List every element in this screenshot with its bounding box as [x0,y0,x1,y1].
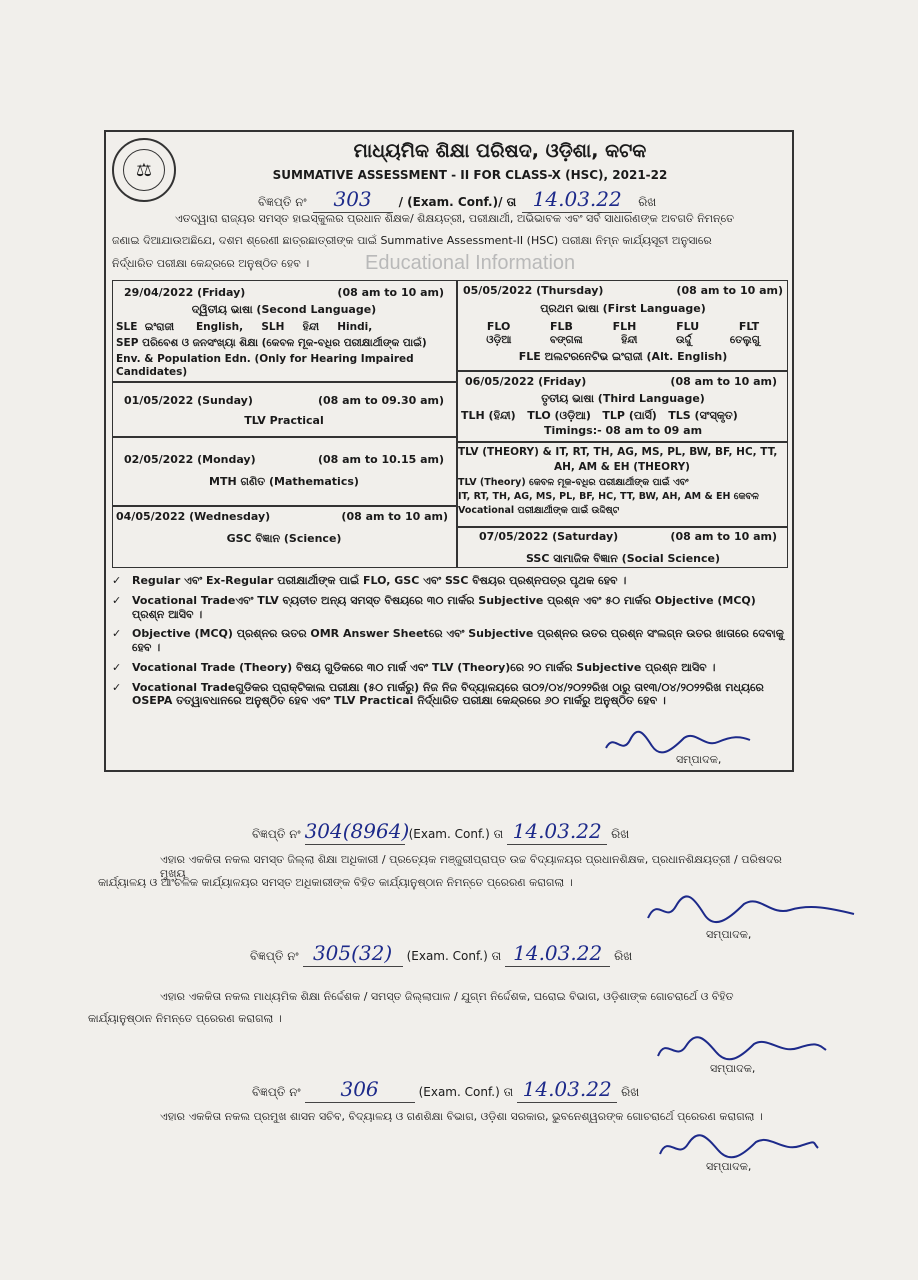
exam-time: (08 am to 10 am) [341,510,448,523]
exam-time: (08 am to 10 am) [670,530,777,543]
copy-2-text-1: ଏହାର ଏକକିତା ନକଲ ମାଧ୍ୟମିକ ଶିକ୍ଷା ନିର୍ଦ୍ଦେଶକ / ସମସ୍ତ ଜିଲ୍ଲାପାଳ / ଯୁଗ୍ମ ନିର୍ଦ୍ଦେଶକ, ଘରୋଇ ବିଭାଗ, ଓଡ଼ିଶାଙ୍କ ଗୋଚରାର୍ଥେ ଓ ବିହିତ [160,990,734,1003]
code-flu: FLU [676,319,700,333]
code-flh: FLH [612,319,637,333]
exam-date: 06/05/2022 (Friday) [465,375,587,388]
lang-hindi: ହିନ୍ଦୀ [621,334,638,347]
notice-date: 14.03.22 [522,186,632,213]
cell-01-05 [116,394,452,428]
org-title: ମାଧ୍ୟମିକ ଶିକ୍ଷା ପରିଷଦ, ଓଡ଼ିଶା, କଟକ [353,140,647,162]
notes-list [112,574,788,714]
exam-subject: ତୃତୀୟ ଭାଷା (Third Language) [541,391,705,405]
checkmark-icon: ✓ [112,574,122,587]
column-divider [456,280,458,568]
exam-subject: SSC ସାମାଜିକ ବିଜ୍ଞାନ (Social Science) [525,551,721,565]
copy-conf: (Exam. Conf.) ତା [408,827,504,841]
row-divider [456,526,788,528]
copy-conf: (Exam. Conf.) ତା [418,1085,514,1099]
row-divider [112,505,456,507]
copy-2-line [250,940,632,967]
lang-odia: ଓଡ଼ିଆ [486,334,512,347]
board-seal [112,138,176,202]
subtitle: SUMMATIVE ASSESSMENT - II FOR CLASS-X (HSC), 2021-22 [272,168,668,182]
exam-date: 05/05/2022 (Thursday) [463,284,604,297]
copy-number: 306 [305,1076,415,1103]
tlv-line-1: TLV (THEORY) & IT, RT, TH, AG, MS, PL, BW, BF, HC, TT, [458,446,778,458]
note-item [112,627,788,655]
exam-date: 07/05/2022 (Saturday) [479,530,619,543]
first-language-names [461,334,785,347]
copy-number: 304(8964) [304,819,410,843]
note-text: Vocational Tradeଏବଂ TLV ବ୍ୟତୀତ ଅନ୍ୟ ସମସ୍ତ ବିଷୟରେ ୩୦ ମାର୍କର Subjective ପ୍ରଶ୍ନ ଏବଂ ୫୦ ମାର୍କର Objective (MCQ) ପ୍ରଶ୍ନ ଆସିବ । [132,593,756,621]
tlv-line-3: TLV (Theory) କେବଳ ମୂକ-ବଧିର ପରୀକ୍ଷାର୍ଥୀଙ୍କ ପାଇଁ ଏବଂ [458,477,689,489]
copy-suffix: ରିଖ [621,1085,640,1099]
notice-number: 303 [313,186,393,213]
exam-conf-label: / (Exam. Conf.)/ ତା [398,195,517,209]
subject-codes: SLE ଇଂରାଜୀ English, SLH ହିନ୍ଦୀ Hindi, [116,320,373,333]
cell-05-05 [461,284,785,364]
copy-1-line [252,818,629,845]
notice-prefix: ବିଜ୍ଞପ୍ତି ନଂ [258,195,307,209]
copy-conf: (Exam. Conf.) ତା [406,949,502,963]
exam-time: (08 am to 10 am) [337,286,444,299]
exam-subject: TLV Practical [244,413,324,427]
code-flo: FLO [486,319,511,333]
third-language-codes: TLH (ହିନ୍ଦୀ) TLO (ଓଡ଼ିଆ) TLP (ପାର୍ସି) TLS (ସଂସ୍କୃତ) [461,408,738,422]
cell-tlv [458,446,786,517]
copy-2-text-2: କାର୍ଯ୍ୟାନୁଷ୍ଠାନ ନିମନ୍ତେ ପ୍ରେରଣ କରାଗଲା । [88,1012,282,1025]
sep-english-line: Env. & Population Edn. (Only for Hearing Impaired Candidates) [116,352,414,378]
sep-line: SEP ପରିବେଶ ଓ ଜନସଂଖ୍ୟା ଶିକ୍ଷା (କେବଳ ମୂକ-ବଧିର ପରୀକ୍ଷାର୍ଥୀଙ୍କ ପାଇଁ) [116,336,427,349]
tlv-line-2: AH, AM & EH (THEORY) [554,461,690,474]
checkmark-icon: ✓ [112,627,122,641]
row-divider [456,370,788,372]
copy-prefix: ବିଜ୍ଞପ୍ତି ନଂ [252,827,301,841]
exam-date: 02/05/2022 (Monday) [124,453,256,466]
checkmark-icon: ✓ [112,660,122,674]
exam-subject: GSC ବିଜ୍ଞାନ (Science) [226,531,342,545]
row-divider [112,381,456,383]
signatory-3: ସମ୍ପାଦକ, [710,1062,756,1075]
intro-line-1: ଏତଦ୍ୱାରା ରାଜ୍ୟର ସମସ୍ତ ହାଇସ୍କୁଲର ପ୍ରଧାନ ଶିକ୍ଷକ/ ଶିକ୍ଷୟତ୍ରୀ, ପରୀକ୍ଷାର୍ଥୀ, ଅଭିଭାବକ ଏବଂ ସର୍ବ ସାଧାରଣଙ୍କ ଅବଗତି ନିମନ୍ତେ [175,212,734,225]
lamp-icon: ⚖ [123,149,165,191]
note-text: Regular ଏବଂ Ex-Regular ପରୀକ୍ଷାର୍ଥୀଙ୍କ ପାଇଁ FLO, GSC ଏବଂ SSC ବିଷୟର ପ୍ରଶ୍ନପତ୍ର ପୃଥକ ହେବ । [132,574,627,587]
checkmark-icon: ✓ [112,680,122,694]
copy-prefix: ବିଜ୍ଞପ୍ତି ନଂ [252,1085,301,1099]
lang-bengali: ବଙ୍ଗଳା [549,334,583,347]
row-divider [456,441,788,443]
exam-time: (08 am to 10.15 am) [317,453,444,466]
code-flt: FLT [738,319,760,333]
exam-time: (08 am to 09.30 am) [317,394,444,407]
copy-date: 14.03.22 [507,818,607,845]
copy-date: 14.03.22 [517,1076,617,1103]
first-language-codes [461,320,785,334]
watermark: Educational Information [365,252,576,274]
note-text: Objective (MCQ) ପ୍ରଶ୍ନର ଉତର OMR Answer Sheetରେ ଏବଂ Subjective ପ୍ରଶ୍ନର ଉତର ପ୍ରଶ୍ନ ସଂଲଗ୍ନ ଉତର ଖାତାରେ ଦେବାକୁ ହେବ । [132,627,784,654]
intro-line-3: ନିର୍ଦ୍ଧାରିତ ପରୀକ୍ଷା କେନ୍ଦ୍ରରେ ଅନୁଷ୍ଠିତ ହେବ । [112,257,310,270]
notice-line [258,186,698,213]
note-item [112,681,788,709]
copy-3-line [252,1076,639,1103]
signatory-4: ସମ୍ପାଦକ, [706,1160,752,1173]
signatory-1: ସମ୍ପାଦକ, [676,753,722,766]
exam-subject: ପ୍ରଥମ ଭାଷା (First Language) [540,301,706,315]
exam-date: 01/05/2022 (Sunday) [124,394,253,407]
lang-urdu: ଉର୍ଦ୍ଦୁ [675,334,692,347]
exam-date: 04/05/2022 (Wednesday) [116,510,271,523]
signatory-2: ସମ୍ପାଦକ, [706,928,752,941]
timings: Timings:- 08 am to 09 am [543,424,703,438]
alt-english: FLE ଅଲଟରନେଟିଭ ଇଂରାଜୀ (Alt. English) [518,350,728,364]
date-suffix: ରିଖ [638,195,657,209]
copy-suffix: ରିଖ [614,949,633,963]
note-item [112,661,788,675]
cell-29-04 [116,284,452,379]
copy-date: 14.03.22 [505,940,610,967]
copy-3-text-1: ଏହାର ଏକକିତା ନକଲ ପ୍ରମୁଖ ଶାସନ ସଚିବ, ବିଦ୍ୟାଳୟ ଓ ଗଣଶିକ୍ଷା ବିଭାଗ, ଓଡ଼ିଶା ସରକାର, ଭୁବନେଶ୍ୱରଙ୍କ ଗୋଚରାର୍ଥେ ପ୍ରେରଣ କରାଗଲା । [160,1110,763,1123]
cell-02-05 [116,453,452,489]
copy-1-text-1: ଏହାର ଏକକିତା ନକଲ ସମସ୍ତ ଜିଲ୍ଲା ଶିକ୍ଷା ଅଧିକାରୀ / ପ୍ରତ୍ୟେକ ମଞ୍ଜୁରୀପ୍ରାପ୍ତ ଉଚ୍ଚ ବିଦ୍ୟାଳୟର ପ୍ରଧାନଶିକ୍ଷକ, ପ୍ରଧାନଶିକ୍ଷୟତ୍ରୀ / ପରିଷଦର ମୁଖ୍ୟ [160,853,782,880]
note-text: Vocational Tradeଗୁଡିକର ପ୍ରାକ୍ଟିକାଲ ପରୀକ୍ଷା (୫୦ ମାର୍କରୁ) ନିଜ ନିଜ ବିଦ୍ୟାଳୟରେ ତା୦୨/୦୪/୨୦୨୨ରିଖ ଠାରୁ ତା୧୩/୦୪/୨୦୨୨ରିଖ ମଧ୍ୟରେ OSEPA ତତ୍ୱାବଧାନରେ ଅନୁଷ୍ଠିତ ହେବ ଏବଂ TLV Practical ନିର୍ଦ୍ଧାରିତ ପରୀକ୍ଷା କେନ୍ଦ୍ରରେ ୬୦ ମାର୍କରୁ ଅନୁଷ୍ଠିତ ହେବ । [132,680,764,708]
note-text: Vocational Trade (Theory) ବିଷୟ ଗୁଡିକରେ ୩୦ ମାର୍କ ଏବଂ TLV (Theory)ରେ ୨୦ ମାର୍କର Subjective ପ୍ରଶ୍ନ ଆସିବ । [132,660,716,674]
exam-subject: MTH ଗଣିତ (Mathematics) [209,474,359,488]
copy-suffix: ରିଖ [611,827,630,841]
signature-mark [640,890,860,930]
cell-07-05 [461,530,785,566]
cell-04-05 [116,510,452,546]
note-item [112,594,788,622]
exam-subject: ଦ୍ୱିତୀୟ ଭାଷା (Second Language) [191,302,377,316]
exam-time: (08 am to 10 am) [676,284,783,297]
copy-number: 305(32) [303,940,403,967]
code-flb: FLB [550,319,573,333]
tlv-line-5: Vocational ପରୀକ୍ଷାର୍ଥୀଙ୍କ ପାଇଁ ଉଦ୍ଦିଷ୍ଟ [458,505,620,516]
copy-prefix: ବିଜ୍ଞପ୍ତି ନଂ [250,949,299,963]
cell-06-05 [461,375,785,438]
tlv-line-4: IT, RT, TH, AG, MS, PL, BF, HC, TT, BW, AH, AM & EH କେବଳ [458,491,759,503]
row-divider [112,436,456,438]
copy-1-text-2: କାର୍ଯ୍ୟାଳୟ ଓ ଆଂଚଳିକ କାର୍ଯ୍ୟାଳୟର ସମସ୍ତ ଅଧିକାରୀଙ୍କ ବିହିତ କାର୍ଯ୍ୟାନୁଷ୍ଠାନ ନିମନ୍ତେ ପ୍ରେରଣ କରାଗଲା । [98,876,573,889]
exam-date: 29/04/2022 (Friday) [124,286,246,299]
lang-telugu: ତେଲୁଗୁ [729,334,760,347]
exam-time: (08 am to 10 am) [670,375,777,388]
checkmark-icon: ✓ [112,593,122,607]
intro-line-2: ଜଣାଇ ଦିଆଯାଉଅଛିଯେ, ଦଶମ ଶ୍ରେଣୀ ଛାତ୍ରଛାତ୍ରୀଙ୍କ ପାଇଁ Summative Assessment-II (HSC) ପରୀକ୍ଷା ନିମ୍ନ କାର୍ଯ୍ୟସୂଚୀ ଅନୁସାରେ [112,234,712,247]
note-item [112,574,788,588]
